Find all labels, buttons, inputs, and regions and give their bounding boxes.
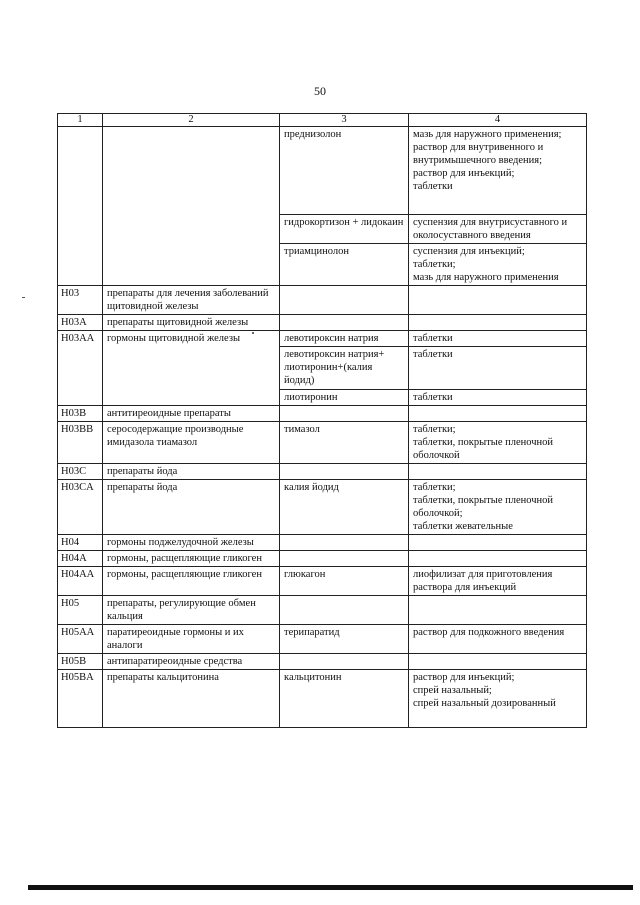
atc-code-cell: H03B [58,406,103,422]
dosage-form-line: таблетки [413,349,453,360]
substance-cell: триамцинолон [280,244,409,286]
table-row [58,331,587,347]
substance-cell [280,551,409,567]
header-cell: 4 [409,114,587,127]
atc-code-cell: H03BB [58,422,103,464]
scan-speck [252,332,254,334]
dosage-forms-cell [409,244,587,286]
group-name-cell [103,127,280,286]
dosage-form-line: таблетки; [413,424,456,435]
dosage-forms-cell [409,315,587,331]
table-row [58,315,587,331]
dosage-form-line: мазь для наружного применения; [413,129,562,140]
table-row [58,654,587,670]
table-row [58,551,587,567]
dosage-forms-cell [409,464,587,480]
dosage-form-line: раствор для подкожного введения [413,627,565,638]
dosage-forms-cell [409,625,587,654]
substance-cell: левотироксин натрия+ лиотиронин+(калия йодид) [280,347,409,390]
header-cell: 3 [280,114,409,127]
table-row [58,625,587,654]
substance-cell: гидрокортизон + лидокаин [280,215,409,244]
dosage-form-line: мазь для наружного применения [413,272,559,283]
substance-cell [280,596,409,625]
atc-code-cell: H05AA [58,625,103,654]
dosage-form-line: суспензия для инъекций; [413,246,525,257]
table-row [58,422,587,464]
group-name-cell: гормоны щитовидной железы [103,331,280,406]
dosage-form-line: лиофилизат для приготовления раствора для инъекций [413,569,553,593]
group-name-cell: препараты кальцитонина [103,670,280,728]
substance-cell: калия йодид [280,480,409,535]
dosage-forms-cell [409,406,587,422]
table-row [58,127,587,215]
dosage-forms-cell [409,535,587,551]
group-name-cell: серосодержащие производные имидазола тиамазол [103,422,280,464]
dosage-forms-cell [409,286,587,315]
dosage-form-line: спрей назальный дозированный [413,698,556,709]
dosage-forms-cell [409,215,587,244]
atc-code-cell: H05BA [58,670,103,728]
dosage-forms-cell [409,596,587,625]
dosage-form-line: раствор для инъекций; [413,168,515,179]
substance-cell: терипаратид [280,625,409,654]
drug-classification-table [57,113,587,728]
substance-cell [280,464,409,480]
atc-code-cell: H04A [58,551,103,567]
group-name-cell: препараты йода [103,464,280,480]
dosage-forms-cell [409,390,587,406]
dosage-form-line: таблетки [413,392,453,403]
dosage-form-line: таблетки; [413,482,456,493]
dosage-forms-cell [409,480,587,535]
dosage-forms-cell [409,670,587,728]
substance-cell: левотироксин натрия [280,331,409,347]
dosage-forms-cell [409,347,587,390]
table-row [58,464,587,480]
table-row [58,286,587,315]
dosage-forms-cell [409,422,587,464]
substance-cell [280,654,409,670]
substance-cell [280,315,409,331]
dosage-forms-cell [409,654,587,670]
atc-code-cell: H03 [58,286,103,315]
atc-code-cell: H03A [58,315,103,331]
atc-code-cell: H04 [58,535,103,551]
page-number: 50 [314,84,326,98]
substance-cell [280,535,409,551]
dosage-forms-cell [409,551,587,567]
dosage-form-line: таблетки, покрытые пленочной оболочкой; [413,495,554,519]
dosage-forms-cell [409,127,587,215]
substance-cell [280,286,409,315]
substance-cell: глюкагон [280,567,409,596]
dosage-form-line: раствор для внутривенного и внутримышечного введения; [413,142,544,166]
dosage-form-line: суспензия для внутрисуставного и околосуставного введения [413,217,568,241]
group-name-cell: паратиреоидные гормоны и их аналоги [103,625,280,654]
dosage-forms-cell [409,331,587,347]
group-name-cell: антипаратиреоидные средства [103,654,280,670]
substance-cell: кальцитонин [280,670,409,728]
substance-cell: преднизолон [280,127,409,215]
group-name-cell: препараты щитовидной железы [103,315,280,331]
atc-code-cell: H04AA [58,567,103,596]
group-name-cell: антитиреоидные препараты [103,406,280,422]
dosage-form-line: таблетки [413,333,453,344]
atc-code-cell: H03AA [58,331,103,406]
dosage-form-line: таблетки [413,181,453,192]
atc-code-cell: H03CA [58,480,103,535]
group-name-cell: гормоны поджелудочной железы [103,535,280,551]
group-name-cell: препараты для лечения заболеваний щитовидной железы [103,286,280,315]
atc-code-cell: H05B [58,654,103,670]
atc-code-cell: H05 [58,596,103,625]
atc-code-cell [58,127,103,286]
dosage-form-line: раствор для инъекций; [413,672,515,683]
dosage-form-line: спрей назальный; [413,685,492,696]
table-row [58,535,587,551]
table-row [58,567,587,596]
table-row [58,480,587,535]
group-name-cell: гормоны, расщепляющие гликоген [103,567,280,596]
header-cell: 2 [103,114,280,127]
dosage-form-line: таблетки, покрытые пленочной оболочкой [413,437,554,461]
table-row [58,596,587,625]
table-row [58,406,587,422]
substance-cell [280,406,409,422]
atc-code-cell: H03C [58,464,103,480]
page-bottom-bar [28,885,633,890]
margin-mark [22,297,25,298]
substance-cell: лиотиронин [280,390,409,406]
group-name-cell: препараты, регулирующие обмен кальция [103,596,280,625]
table-row [58,670,587,728]
dosage-form-line: таблетки; [413,259,456,270]
substance-cell: тимазол [280,422,409,464]
group-name-cell: препараты йода [103,480,280,535]
dosage-forms-cell [409,567,587,596]
header-cell: 1 [58,114,103,127]
group-name-cell: гормоны, расщепляющие гликоген [103,551,280,567]
dosage-form-line: таблетки жевательные [413,521,513,532]
table-header-row [58,114,587,127]
